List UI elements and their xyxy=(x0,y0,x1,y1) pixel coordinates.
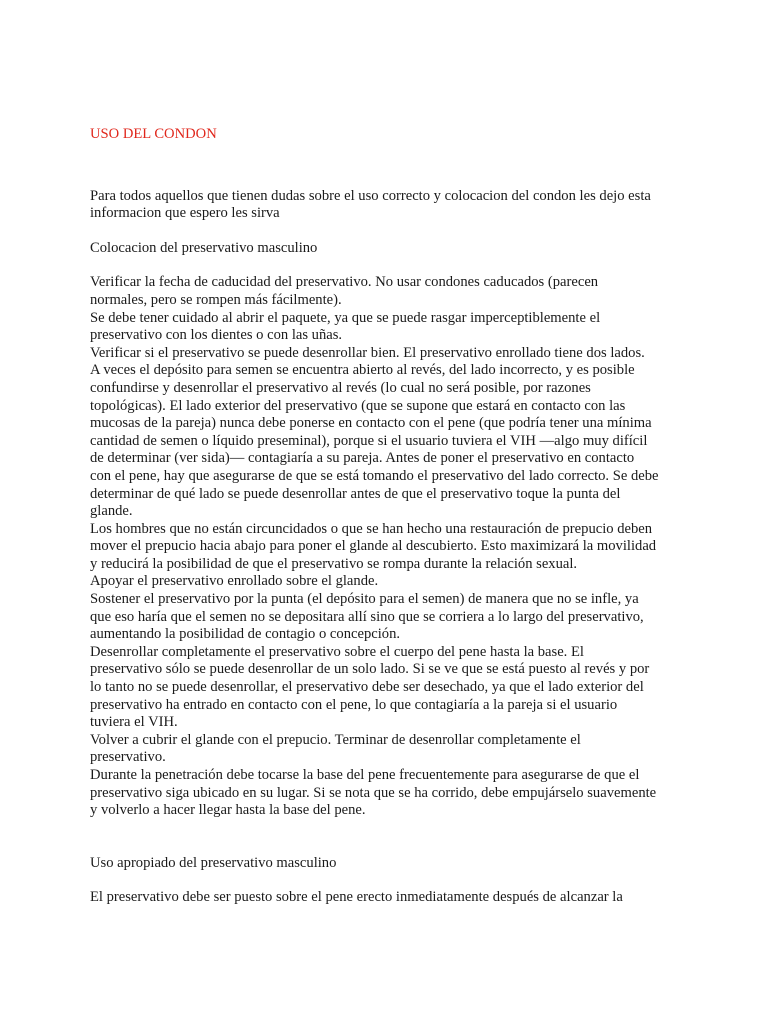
text-line: Apoyar el preservativo enrollado sobre el glande. xyxy=(90,573,379,590)
text-line: preservativo. xyxy=(90,749,166,766)
text-line: El preservativo debe ser puesto sobre el pene erecto inmediatamente después de alcanzar la xyxy=(90,889,623,906)
section-heading-placement xyxy=(90,240,686,258)
proper-use-paragraph xyxy=(90,889,686,907)
text-line: Durante la penetración debe tocarse la base del pene frecuentemente para asegurarse de que el xyxy=(90,767,640,783)
text-line: A veces el depósito para semen se encuentra abierto al revés, del lado incorrecto, y es posible xyxy=(90,362,635,379)
text-line: con el pene, hay que asegurarse de que se está tomando el preservativo del lado correcto. Se debe xyxy=(90,467,659,484)
text-line: de determinar (ver sida)— contagiaría a su pareja. Antes de poner el preservativo en contacto xyxy=(90,450,635,467)
spacer xyxy=(90,872,686,889)
text-line: determinar de qué lado se puede desenrollar antes de que el preservativo toque la punta del xyxy=(90,485,621,502)
text-line: mover el prepucio hacia abajo para poner el glande al descubierto. Esto maximizará la movilidad xyxy=(90,538,657,555)
text-line: confundirse y desenrollar el preservativo al revés (lo cual no será posible, por razones xyxy=(90,379,591,396)
text-line: Verificar si el preservativo se puede desenrollar bien. El preservativo enrollado tiene dos lados. xyxy=(90,344,645,361)
text-line: y volverlo a hacer llegar hasta la base del pene. xyxy=(90,802,366,819)
spacer xyxy=(90,223,686,240)
section-heading-text: Uso apropiado del preservativo masculino xyxy=(90,854,337,871)
text-line: informacion que espero les sirva xyxy=(90,205,280,222)
text-line: Los hombres que no están circuncidados o que se han hecho una restauración de prepucio deben xyxy=(90,520,653,537)
text-line: preservativo con los dientes o con las uñas. xyxy=(90,327,343,344)
document-title: USO DEL CONDON xyxy=(90,126,217,142)
intro-paragraph xyxy=(90,188,686,223)
text-line: Se debe tener cuidado al abrir el paquete, ya que se puede rasgar imperceptiblemente el xyxy=(90,309,601,326)
spacer xyxy=(90,820,686,855)
section-heading-proper-use xyxy=(90,855,686,873)
text-line: preservativo sólo se puede desenrollar de un solo lado. Si se ve que se está puesto al revés y por xyxy=(90,661,650,678)
text-line: lo tanto no se puede desenrollar, el preservativo debe ser desechado, ya que el lado exterior del xyxy=(90,679,644,696)
text-line: aumentando la posibilidad de contagio o concepción. xyxy=(90,626,401,643)
text-line: Para todos aquellos que tienen dudas sobre el uso correcto y colocacion del condon les dejo esta xyxy=(90,187,651,204)
text-line: Desenrollar completamente el preservativo sobre el cuerpo del pene hasta la base. El xyxy=(90,643,584,660)
text-line: y reducirá la posibilidad de que el preservativo se rompa durante la relación sexual. xyxy=(90,555,578,572)
text-line: normales, pero se rompen más fácilmente). xyxy=(90,291,342,308)
text-line: cantidad de semen o líquido preseminal), porque si el usuario tuviera el VIH —algo muy difícil xyxy=(90,432,648,449)
text-line: topológicas). El lado exterior del preservativo (que se supone que estará en contacto con las xyxy=(90,397,626,414)
spacer xyxy=(90,257,686,274)
text-line: preservativo siga ubicado en su lugar. Si se nota que se ha corrido, debe empujárselo suavemente xyxy=(90,784,657,801)
text-line: glande. xyxy=(90,503,133,520)
text-line: Sostener el preservativo por la punta (el depósito para el semen) de manera que no se infle, ya xyxy=(90,591,639,608)
placement-steps-paragraph xyxy=(90,274,686,819)
document-content xyxy=(90,126,686,907)
text-line: tuviera el VIH. xyxy=(90,714,178,731)
text-line: que eso haría que el semen no se depositara allí sino que se corriera a lo largo del preservativo, xyxy=(90,608,644,625)
text-line: preservativo ha entrado en contacto con el pene, lo que contagiaría a la pareja si el usuario xyxy=(90,696,618,713)
text-line: mucosas de la pareja) nunca debe ponerse en contacto con el pene (que podría tener una mínima xyxy=(90,415,652,432)
text-line: Verificar la fecha de caducidad del preservativo. No usar condones caducados (parecen xyxy=(90,274,599,291)
text-line: Volver a cubrir el glande con el prepucio. Terminar de desenrollar completamente el xyxy=(90,731,581,748)
spacer xyxy=(90,144,686,188)
section-heading-text: Colocacion del preservativo masculino xyxy=(90,239,318,256)
